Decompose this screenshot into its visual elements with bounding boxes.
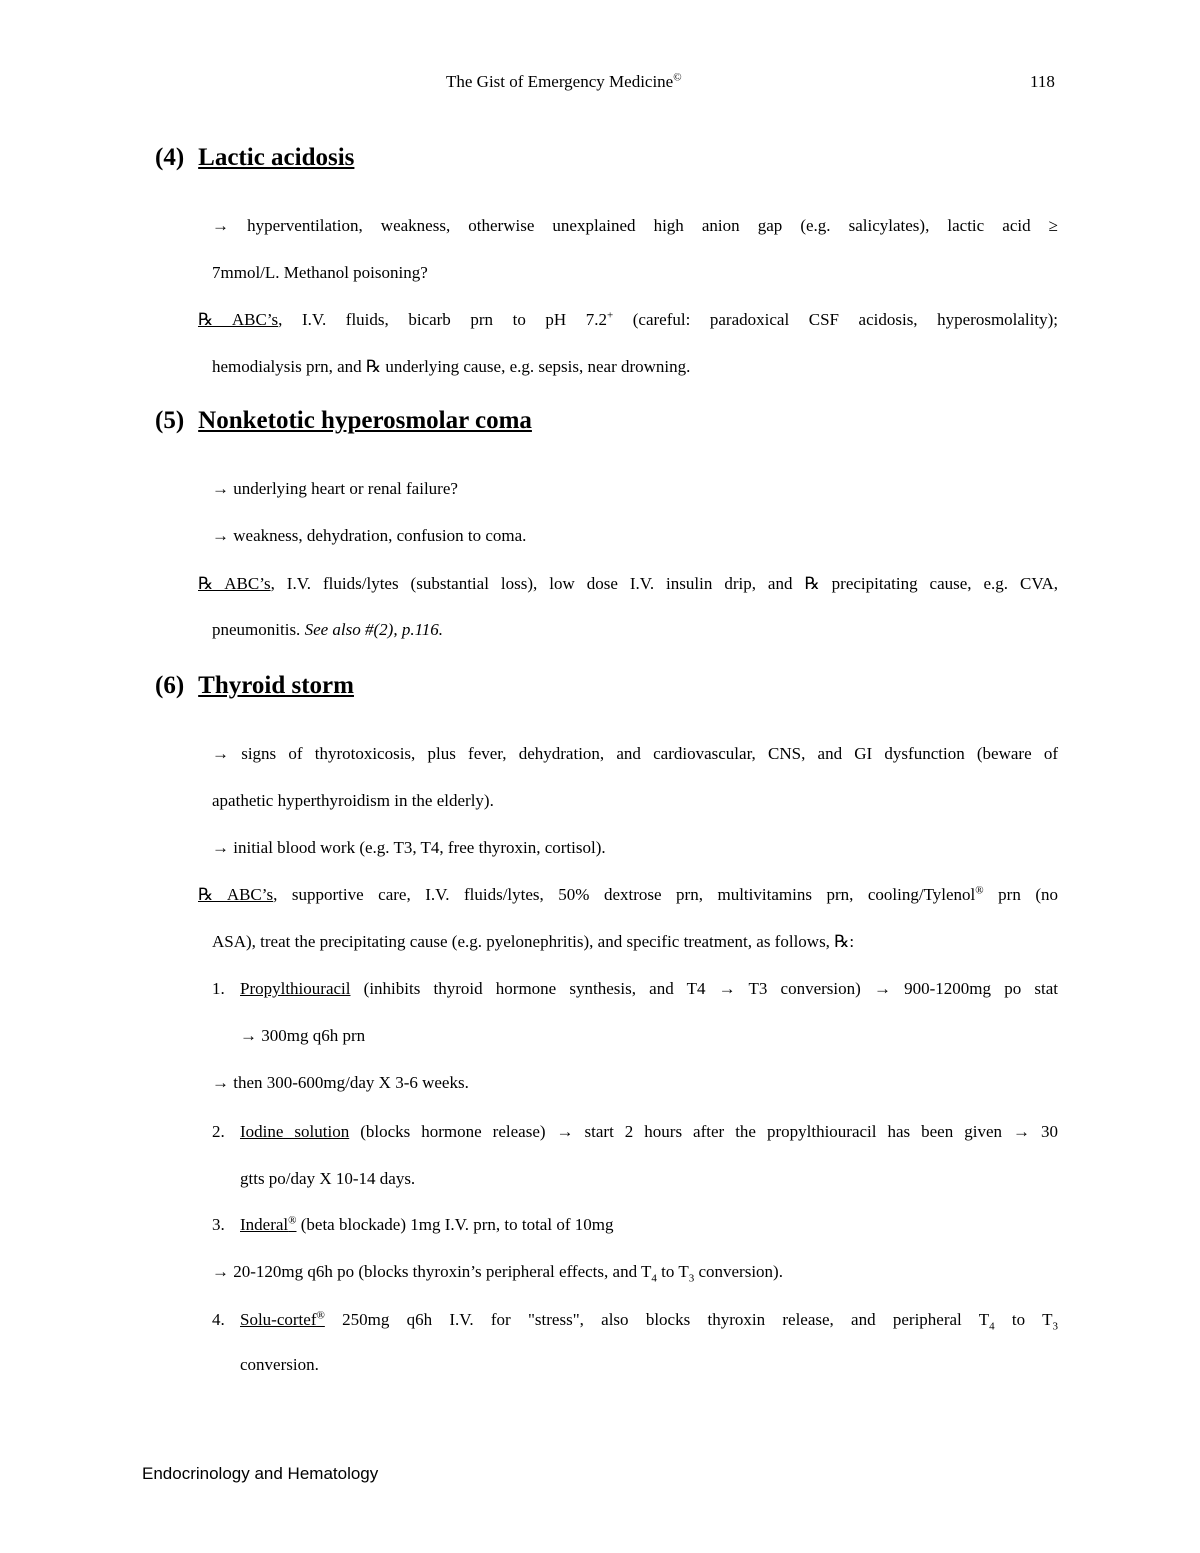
copyright-mark: ©	[673, 71, 682, 84]
running-header	[446, 72, 682, 92]
paragraph-line: → hyperventilation, weakness, otherwise unexplained high anion gap (e.g. salicylates), lactic acid ≥	[212, 216, 1058, 235]
list-number: 1.	[212, 979, 225, 998]
section-title: Lactic acidosis	[198, 144, 355, 171]
drug-name	[240, 1215, 297, 1234]
list-number: 3.	[212, 1215, 225, 1234]
paragraph-line: ASA), treat the precipitating cause (e.g. pyelonephritis), and specific treatment, as follows, ℞:	[212, 932, 855, 951]
treatment-text: pneumonitis.	[212, 620, 305, 639]
list-item-text: (beta blockade) 1mg I.V. prn, to total of 10mg	[296, 1215, 614, 1234]
paragraph-line: → signs of thyrotoxicosis, plus fever, dehydration, and cardiovascular, CNS, and GI dysfunction (beware of	[212, 744, 1058, 763]
subscript: 3	[1052, 1320, 1058, 1333]
drug-name-text: Solu-cortef	[240, 1310, 317, 1329]
treatment-text: (careful: paradoxical CSF acidosis, hyperosmolality);	[613, 310, 1058, 329]
rx-label: ℞ ABC’s	[198, 310, 279, 329]
section-heading-nonketotic-coma	[155, 407, 532, 435]
list-item-text: to T	[994, 1310, 1053, 1329]
superscript: +	[606, 309, 614, 322]
paragraph-line: apathetic hyperthyroidism in the elderly).	[212, 791, 494, 810]
paragraph-line	[212, 620, 1058, 640]
followup-text: conversion).	[694, 1262, 783, 1281]
registered-mark: ®	[975, 884, 984, 897]
paragraph-line: → weakness, dehydration, confusion to coma.	[212, 526, 527, 545]
list-number: 4.	[212, 1310, 225, 1329]
registered-mark: ®	[288, 1214, 297, 1227]
followup-text: → 20-120mg q6h po (blocks thyroxin’s peripheral effects, and T	[212, 1262, 652, 1281]
paragraph-line: hemodialysis prn, and ℞ underlying cause, e.g. sepsis, near drowning.	[212, 357, 691, 376]
treatment-text: , supportive care, I.V. fluids/lytes, 50% dextrose prn, multivitamins prn, cooling/Tylenol	[273, 885, 976, 904]
section-title: Nonketotic hyperosmolar coma	[198, 407, 532, 434]
list-item-continuation: gtts po/day X 10-14 days.	[240, 1169, 416, 1188]
paragraph-line: 7mmol/L. Methanol poisoning?	[212, 263, 428, 282]
list-item	[240, 1309, 1058, 1333]
section-title: Thyroid storm	[198, 672, 354, 699]
followup-text: to T	[656, 1262, 689, 1281]
treatment-line	[198, 310, 1058, 330]
rx-label: ℞ ABC’s	[198, 885, 274, 904]
subscript: 4	[651, 1272, 657, 1285]
page-number: 118	[1030, 72, 1055, 91]
section-heading-thyroid-storm	[155, 672, 354, 700]
paragraph-line: → underlying heart or renal failure?	[212, 479, 458, 498]
section-number: (4)	[155, 144, 185, 171]
drug-name: Propylthiouracil	[240, 979, 351, 998]
drug-name-text: Inderal	[240, 1215, 289, 1234]
subscript: 3	[688, 1272, 695, 1285]
header-title: The Gist of Emergency Medicine	[446, 72, 674, 91]
treatment-line	[198, 574, 1058, 594]
registered-mark: ®	[316, 1309, 325, 1322]
paragraph-line: → initial blood work (e.g. T3, T4, free thyroxin, cortisol).	[212, 838, 606, 857]
list-item	[240, 979, 1058, 999]
treatment-text: prn (no	[983, 885, 1058, 904]
list-item-continuation: conversion.	[240, 1355, 319, 1374]
list-item	[240, 1122, 1058, 1142]
list-item	[240, 1215, 1058, 1235]
list-item-text: (blocks hormone release) → start 2 hours after the propylthiouracil has been given → 30	[349, 1122, 1058, 1141]
treatment-line	[198, 885, 1058, 905]
list-item-followup: → then 300-600mg/day X 3-6 weeks.	[212, 1073, 469, 1092]
subscript: 4	[989, 1320, 995, 1333]
rx-label: ℞ ABC’s	[198, 574, 271, 593]
running-footer: Endocrinology and Hematology	[142, 1464, 379, 1483]
list-number: 2.	[212, 1122, 225, 1141]
drug-name	[240, 1310, 325, 1329]
section-number: (6)	[155, 672, 185, 699]
list-item-continuation: → 300mg q6h prn	[240, 1026, 366, 1045]
treatment-text: , I.V. fluids, bicarb prn to pH 7.2	[278, 310, 607, 329]
section-heading-lactic-acidosis	[155, 144, 354, 172]
list-item-followup	[212, 1262, 1058, 1285]
cross-reference: See also #(2), p.116.	[304, 620, 444, 639]
treatment-text: , I.V. fluids/lytes (substantial loss), low dose I.V. insulin drip, and ℞ precipitating cause, e.g. CVA,	[270, 574, 1058, 593]
list-item-text: 250mg q6h I.V. for "stress", also blocks thyroxin release, and peripheral T	[324, 1310, 990, 1329]
section-number: (5)	[155, 407, 185, 434]
drug-name: Iodine solution	[240, 1122, 350, 1141]
list-item-text: (inhibits thyroid hormone synthesis, and T4 → T3 conversion) → 900-1200mg po stat	[350, 979, 1058, 998]
